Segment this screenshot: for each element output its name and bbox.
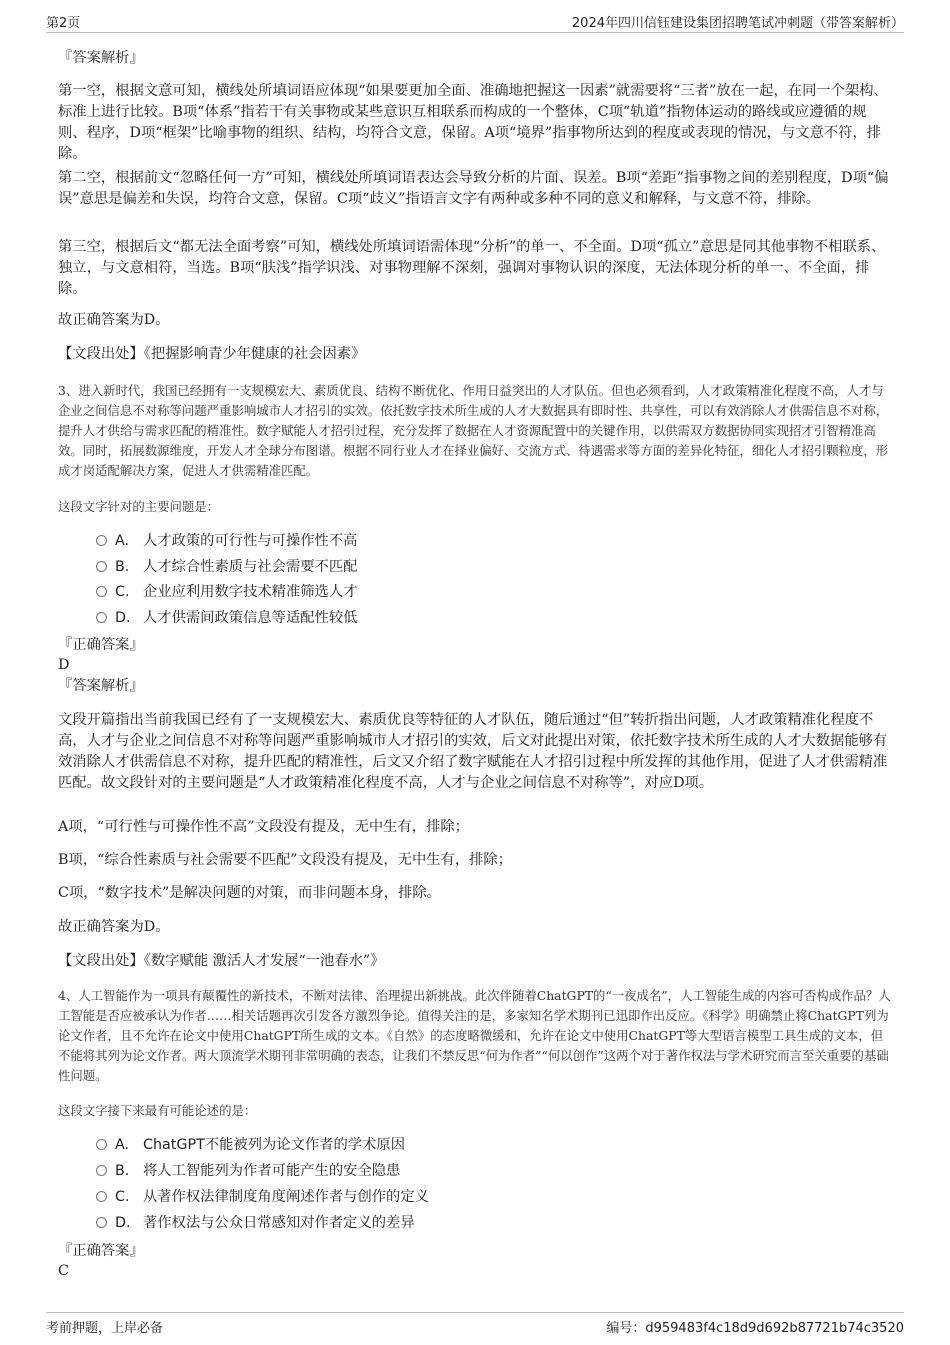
radio-icon[interactable]	[96, 535, 107, 546]
page-number: 第2页	[46, 16, 81, 31]
q3-option-b[interactable]: B. 人才综合性素质与社会需要不匹配	[96, 557, 357, 577]
q2-source: 【文段出处】《把握影响青少年健康的社会因素》	[58, 346, 366, 362]
q3-source: 【文段出处】《数字赋能 激活人才发展“一池春水”》	[58, 953, 385, 969]
radio-icon[interactable]	[96, 1139, 107, 1150]
q3-conclusion: 故正确答案为D。	[58, 919, 170, 935]
radio-icon[interactable]	[96, 1191, 107, 1202]
page-footer	[46, 1312, 904, 1337]
q3-analysis-c: C项，“数字技术”是解决问题的对策，而非问题本身，排除。	[58, 885, 441, 901]
document-title: 2024年四川信钰建设集团招聘笔试冲刺题（带答案解析）	[571, 16, 904, 31]
radio-icon[interactable]	[96, 612, 107, 623]
q2-analysis-p3: 第三空，根据后文“都无法全面考察”可知，横线处所填词语需体现“分析”的单一、不全面。D项“孤立”意思是同其他事物不相联系、独立，与文意相符，当选。B项“肤浅”指学识浅、对事物理解不深刻，强调对事物认识的深度，无法体现分析的单一、不全面，排除。	[58, 239, 886, 297]
q3-stem: 3、进入新时代，我国已经拥有一支规模宏大、素质优良、结构不断优化、作用日益突出的人才队伍。但也必须看到，人才政策精准化程度不高，人才与企业之间信息不对称等问题严重影响城市人才招引的实效。依托数字技术所生成的人才大数据具有即时性、共享性，可以有效消除人才供需信息不对称，提升人才供给与需求匹配的精准性。数字赋能人才招引过程，充分发挥了数据在人才资源配置中的关键作用，以供需双方数据协同实现招才引智精准高效。同时，拓展数源维度，开发人才全球分布图谱。根据不同行业人才在择业偏好、交流方式、待遇需求等方面的差异化特征，细化人才招引颗粒度，形成才岗适配解决方案，促进人才供需精准匹配。	[58, 383, 889, 478]
q3-question: 这段文字针对的主要问题是：	[58, 499, 220, 514]
q3-option-c[interactable]: C. 企业应利用数字技术精准筛选人才	[96, 582, 357, 602]
document-id: 编号：d959483f4c18d9d692b87721b74c3520	[606, 1321, 904, 1336]
q4-question: 这段文字接下来最有可能论述的是：	[58, 1103, 257, 1118]
radio-icon[interactable]	[96, 1165, 107, 1176]
q4-option-d[interactable]: D. 著作权法与公众日常感知对作者定义的差异	[96, 1213, 415, 1233]
q2-analysis-label: 『答案解析』	[58, 50, 144, 66]
page-header	[46, 10, 904, 33]
q2-analysis-p1: 第一空，根据文意可知，横线处所填词语应体现“如果要更加全面、准确地把握这一因素”就需要将“三者”放在一起，在同一个架构、标准上进行比较。B项“体系”指若干有关事物或某些意识互相联系而构成的一个整体，C项“轨道”指物体运动的路线或应遵循的规则、程序，D项“框架”比喻事物的组织、结构，均符合文意，保留。A项“境界”指事物所达到的程度或表现的情况，与文意不符，排除。	[58, 83, 888, 162]
q2-conclusion: 故正确答案为D。	[58, 312, 170, 328]
radio-icon[interactable]	[96, 561, 107, 572]
q4-answer-label: 『正确答案』	[58, 1243, 144, 1259]
q4-stem: 4、人工智能作为一项具有颠覆性的新技术，不断对法律、治理提出新挑战。此次伴随着ChatGPT的“一夜成名”，人工智能生成的内容可否构成作品？人工智能是否应被承认为作者……相关话题再次引发各方激烈争论。值得关注的是，多家知名学术期刊已迅即作出反应。《科学》明确禁止将ChatGPT列为论文作者，且不允许在论文中使用ChatGPT所生成的文本。《自然》的态度略微缓和，允许在论文中使用ChatGPT等大型语言模型工具生成的文本，但不能将其列为论文作者。两大顶流学术期刊非常明确的表态，让我们不禁反思“何为作者”“何以创作”这两个对于著作权法与学术研究而言至关重要的基础性问题。	[58, 988, 891, 1083]
q4-option-b[interactable]: B. 将人工智能列为作者可能产生的安全隐患	[96, 1161, 400, 1181]
q3-answer: D	[58, 657, 70, 673]
q3-answer-label: 『正确答案』	[58, 637, 144, 653]
q4-option-c[interactable]: C. 从著作权法律制度角度阐述作者与创作的定义	[96, 1187, 429, 1207]
q3-option-d[interactable]: D. 人才供需间政策信息等适配性较低	[96, 608, 357, 628]
q3-analysis-b: B项，“综合性素质与社会需要不匹配”文段没有提及，无中生有，排除；	[58, 852, 513, 868]
q2-analysis-p2: 第二空，根据前文“忽略任何一方”可知，横线处所填词语表达会导致分析的片面、误差。B项“差距”指事物之间的差别程度，D项“偏误”意思是偏差和失误，均符合文意，保留。C项“歧义”指语言文字有两种或多种不同的意义和解释，与文意不符，排除。	[58, 170, 889, 207]
q3-analysis-a: A项，“可行性与可操作性不高”文段没有提及，无中生有，排除；	[58, 819, 469, 835]
q4-option-a[interactable]: A. ChatGPT不能被列为论文作者的学术原因	[96, 1135, 405, 1155]
q3-analysis-label: 『答案解析』	[58, 678, 144, 694]
footer-slogan: 考前押题，上岸必备	[46, 1321, 164, 1336]
q3-analysis-p1: 文段开篇指出当前我国已经有了一支规模宏大、素质优良等特征的人才队伍，随后通过“但”转折指出问题，人才政策精准化程度不高，人才与企业之间信息不对称等问题严重影响城市人才招引的实效，后文对此提出对策，依托数字技术所生成的人才大数据能够有效消除人才供需信息不对称，提升匹配的精准性，后文又介绍了数字赋能在人才招引过程中所发挥的其他作用，促进了人才供需精准匹配。故文段针对的主要问题是“人才政策精准化程度不高，人才与企业之间信息不对称等”，对应D项。	[58, 712, 888, 791]
radio-icon[interactable]	[96, 586, 107, 597]
q3-option-a[interactable]: A. 人才政策的可行性与可操作性不高	[96, 531, 357, 551]
radio-icon[interactable]	[96, 1217, 107, 1228]
q4-answer: C	[58, 1263, 69, 1279]
